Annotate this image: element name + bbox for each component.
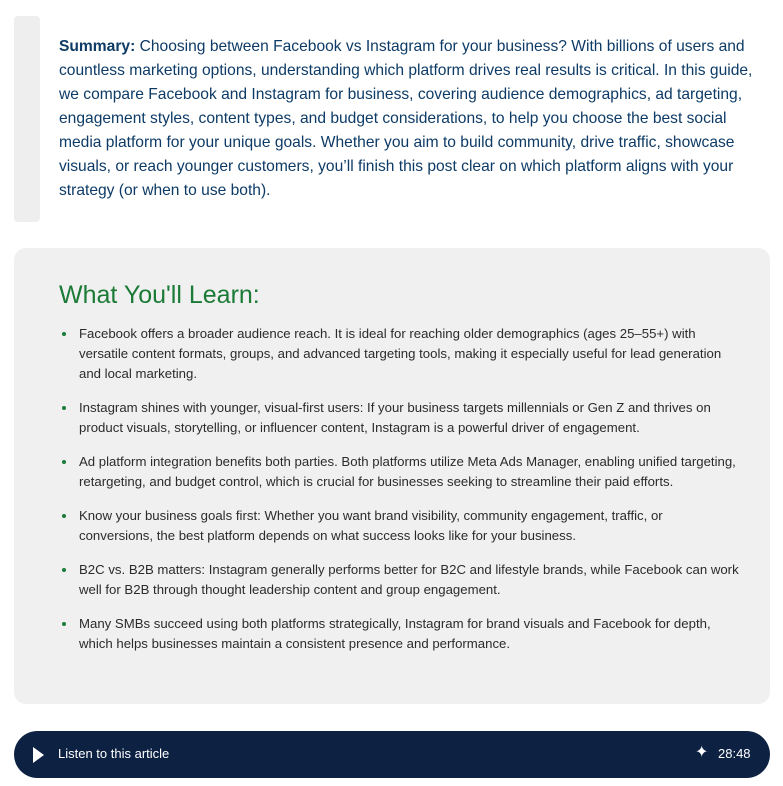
learn-item [59, 506, 739, 546]
learn-item-text: Know your business goals first: Whether you want brand visibility, community engagement, traffic, or conversions, the best platform depends on what success looks like for your business. [79, 508, 663, 543]
bullet-dot [62, 514, 66, 518]
duration-text: 28:48 [718, 746, 751, 761]
bullet-dot [62, 406, 66, 410]
listen-label[interactable]: Listen to this article [58, 746, 170, 761]
audio-player[interactable] [14, 731, 770, 778]
what-youll-learn-card [14, 248, 770, 704]
learn-item-text: Instagram shines with younger, visual-first users: If your business targets millennials or Gen Z and thrives on product visuals, storytelling, or influencer content, Instagram is a powerful driver of engagement. [79, 400, 711, 435]
summary-accent-bar [14, 16, 40, 222]
summary-body: Choosing between Facebook vs Instagram for your business? With billions of users and countless marketing options, understanding which platform drives real results is critical. In this guide, we compare Facebook and Instagram for business, covering audience demographics, ad targeting, engagement styles, content types, and budget considerations, to help you choose the best social media platform for your unique goals. Whether you aim to build community, drive traffic, showcase visuals, or reach younger customers, you’ll finish this post clear on which platform aligns with your strategy (or when to use both). [59, 38, 753, 199]
learn-item [59, 452, 739, 492]
bullet-dot [62, 622, 66, 626]
summary-box [14, 16, 770, 222]
learn-item [59, 560, 739, 600]
learn-item-text: Many SMBs succeed using both platforms strategically, Instagram for brand visuals and Facebook for depth, which helps businesses maintain a consistent presence and performance. [79, 616, 711, 651]
learn-item-text: Facebook offers a broader audience reach. It is ideal for reaching older demographics (ages 25–55+) with versatile content formats, groups, and advanced targeting tools, making it especially useful for lead generation and local marketing. [79, 326, 722, 381]
learn-item [59, 614, 739, 654]
bullet-dot [62, 568, 66, 572]
sparkle-icon: ✦ [695, 744, 709, 761]
learn-item [59, 324, 739, 384]
bullet-dot [62, 332, 66, 336]
bullet-dot [62, 460, 66, 464]
learn-item-text: B2C vs. B2B matters: Instagram generally performs better for B2C and lifestyle brands, while Facebook can work well for B2B through thought leadership content and group engagement. [79, 562, 739, 597]
learn-title: What You'll Learn: [59, 281, 260, 309]
learn-item [59, 398, 739, 438]
learn-list [59, 324, 739, 668]
learn-item-text: Ad platform integration benefits both parties. Both platforms utilize Meta Ads Manager, enabling unified targeting, retargeting, and budget control, which is crucial for businesses seeking to streamline their paid efforts. [79, 454, 736, 489]
play-icon[interactable] [33, 747, 44, 763]
summary-paragraph [59, 35, 771, 203]
summary-label: Summary: [59, 38, 136, 55]
